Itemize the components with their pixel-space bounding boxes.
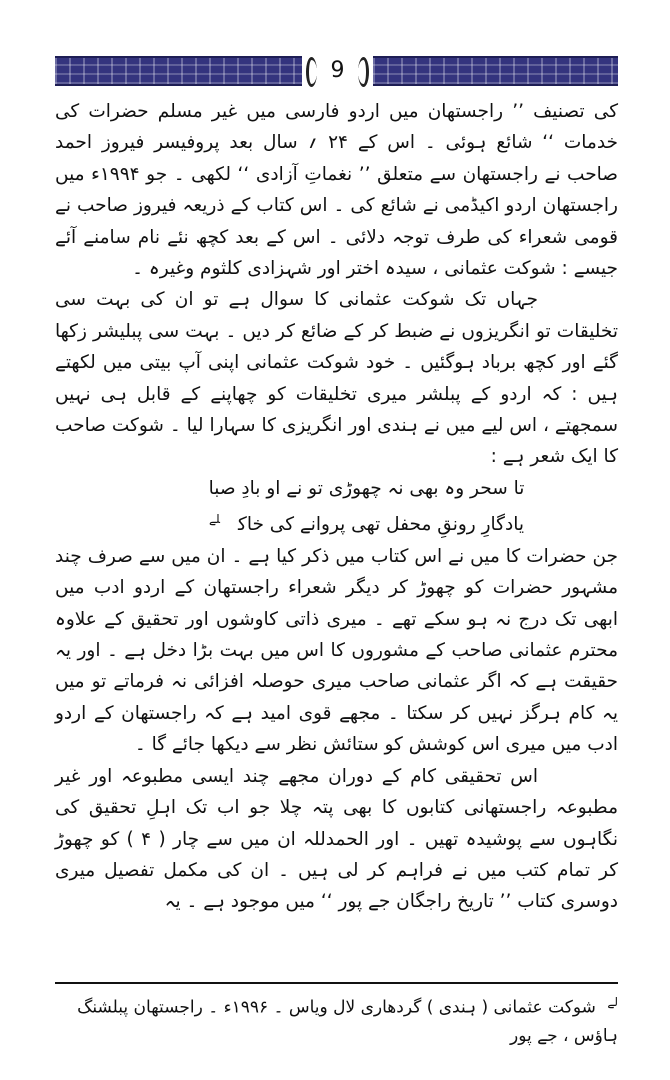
paragraph: اس تحقیقی کام کے دوران مجھے چند ایسی مطبوعہ اور غیر مطبوعہ راجستھانی کتابوں کا بھی پتہ چلا جو اب تک اہلِ تحقیق کی نگاہوں سے پوشیدہ تھیں ۔ اور الحمدللہ ان میں سے چار ( ۴ ) کو چھوڑ کر تمام کتب میں نے فراہم کر لی ہیں ۔ ان کی مکمل تفصیل میری دوسری کتاب ’’ تاریخ راجگان جے پور ‘‘ میں موجود ہے ۔ یہ (55, 765, 618, 913)
verse-line-text: یادگارِ رونقِ محفل تھی پروانے کی خاک (238, 514, 524, 536)
paragraph: جن حضرات کا میں نے اس کتاب میں ذکر کیا ہے ۔ ان میں سے صرف چند مشہور حضرات کو چھوڑ کر دیگر شعراء راجستھان کے اردو ادب میں ابھی تک درج نہ ہو سکے تھے ۔ میری ذاتی کاوشوں اور تحقیق کے علاوہ محترم عثمانی صاحب کے مشوروں کا اس میں بہت بڑا دخل ہے ۔ اور یہ حقیقت ہے کہ اگر عثمانی صاحب میری حوصلہ افزائی نہ فرماتے تو میں یہ کام ہرگز نہیں کر سکتا ۔ مجھے قوی امید ہے کہ راجستھان کے اردو ادب میں میری اس کوشش کو ستائش نظر سے دیکھا جائے گا ۔ (55, 545, 618, 756)
ornamental-border-right (373, 56, 618, 86)
footnote (55, 988, 618, 1050)
paragraph: کی تصنیف ’’ راجستھان میں اردو فارسی میں غیر مسلم حضرات کی خدمات ‘‘ شائع ہوئی ۔ اس کے ۲۴ ؍ سال بعد پروفیسر فیروز احمد صاحب نے راجستھان سے متعلق ’’ نغماتِ آزادی ‘‘ لکھی ۔ جو ۱۹۹۴ء میں راجستھان اردو اکیڈمی نے شائع کی ۔ اس کتاب کے ذریعہ فیروز صاحب نے قومی شعراء کی طرف توجہ دلائی ۔ اس کے بعد کچھ نئے نام سامنے آئے جیسے : شوکت عثمانی ، سیدہ اختر اور شہزادی کلثوم وغیرہ ۔ (55, 101, 619, 280)
page-number: 9 (302, 50, 373, 90)
page-header (55, 50, 618, 90)
footnote-text: شوکت عثمانی ( ہندی ) گردھاری لال ویاس ۔ ۱۹۹۶ء ۔ راجستھان پبلشنگ ہاؤس ، جے پور (77, 997, 618, 1046)
footnote-marker: لے (607, 995, 618, 1009)
footnote-marker: لے (209, 512, 221, 527)
verse-line: تا سحر وہ بھی نہ چھوڑی تو نے او بادِ صبا (208, 477, 525, 499)
paragraph: جہاں تک شوکت عثمانی کا سوال ہے تو ان کی بہت سی تخلیقات تو انگریزوں نے ضبط کر کے ضائع کر دیں ۔ بہت سی پبلیشر زکھا گئے اور کچھ برباد ہوگئیں ۔ خود شوکت عثمانی اپنی آپ بیتی میں لکھتے ہیں : کہ اردو کے پبلشر میری تخلیقات کو چھاپنے کے قابل ہی نہیں سمجھتے ، اس لیے میں نے ہندی اور انگریزی کا سہارا لیا ۔ شوکت صاحب کا ایک شعر ہے : (55, 289, 618, 468)
main-text (55, 96, 618, 918)
footnote-divider (55, 982, 618, 984)
verse-line (55, 504, 618, 541)
ornamental-border-left (55, 56, 302, 86)
